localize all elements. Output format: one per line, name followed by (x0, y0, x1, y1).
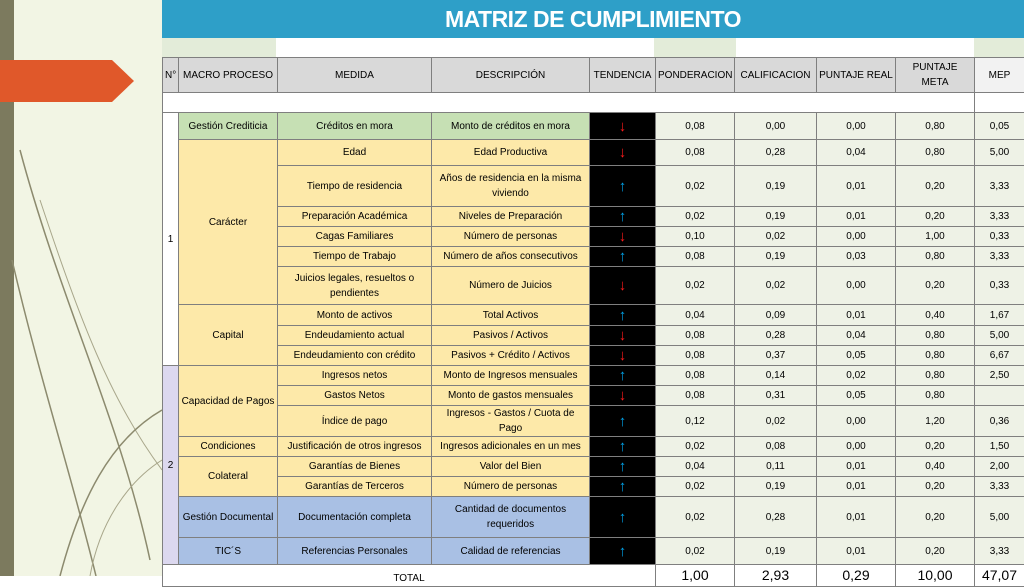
col-header-ponderacion: PONDERACION (656, 58, 735, 93)
medida-cell: Tiempo de residencia (278, 166, 432, 207)
table-row (163, 538, 1024, 565)
puntaje-real-cell: 0,00 (817, 437, 896, 457)
ponderacion-cell: 0,04 (656, 457, 735, 477)
mep-cell: 2,00 (975, 457, 1024, 477)
arrow-up-icon: ↑ (590, 207, 656, 227)
puntaje-meta-cell: 0,20 (896, 437, 975, 457)
ponderacion-cell: 0,10 (656, 227, 735, 247)
puntaje-meta-cell: 0,80 (896, 140, 975, 166)
puntaje-meta-cell: 0,40 (896, 305, 975, 326)
arrow-down-icon: ↓ (590, 386, 656, 406)
total-mep: 47,07 (975, 565, 1024, 587)
descripcion-cell: Pasivos + Crédito / Activos (432, 346, 590, 366)
mep-cell: 5,00 (975, 497, 1024, 538)
medida-cell: Garantías de Terceros (278, 477, 432, 497)
col-header-tendencia: TENDENCIA (590, 58, 656, 93)
col-header-puntaje-real: PUNTAJE REAL (817, 58, 896, 93)
calificacion-cell: 0,00 (735, 113, 817, 140)
arrow-down-icon: ↓ (590, 113, 656, 140)
arrow-up-icon: ↑ (590, 247, 656, 267)
puntaje-real-cell: 0,01 (817, 305, 896, 326)
puntaje-real-cell: 0,04 (817, 326, 896, 346)
ponderacion-cell: 0,08 (656, 346, 735, 366)
puntaje-meta-cell: 0,20 (896, 497, 975, 538)
total-puntaje-meta: 10,00 (896, 565, 975, 587)
ponderacion-cell: 0,02 (656, 437, 735, 457)
ponderacion-cell: 0,02 (656, 207, 735, 227)
puntaje-meta-cell: 0,40 (896, 457, 975, 477)
ponderacion-cell: 0,02 (656, 477, 735, 497)
col-header-number: N° (163, 58, 179, 93)
ponderacion-cell: 0,08 (656, 366, 735, 386)
descripcion-cell: Años de residencia en la misma viviendo (432, 166, 590, 207)
mep-cell: 1,50 (975, 437, 1024, 457)
puntaje-real-cell: 0,01 (817, 477, 896, 497)
puntaje-real-cell: 0,00 (817, 406, 896, 437)
puntaje-meta-cell: 0,20 (896, 477, 975, 497)
arrow-down-icon: ↓ (590, 267, 656, 305)
arrow-down-icon: ↓ (590, 227, 656, 247)
medida-cell: Edad (278, 140, 432, 166)
arrow-up-icon: ↑ (590, 166, 656, 207)
descripcion-cell: Calidad de referencias (432, 538, 590, 565)
mep-cell: 5,00 (975, 140, 1024, 166)
puntaje-real-cell: 0,02 (817, 366, 896, 386)
table-row (163, 166, 1024, 207)
puntaje-meta-cell: 0,80 (896, 326, 975, 346)
arrow-down-icon: ↓ (590, 140, 656, 166)
calificacion-cell: 0,37 (735, 346, 817, 366)
table-row (163, 326, 1024, 346)
header-row (163, 58, 1024, 93)
ponderacion-cell: 0,12 (656, 406, 735, 437)
macro-proceso-cell: Condiciones (179, 437, 278, 457)
arrow-down-icon: ↓ (590, 326, 656, 346)
table-row (163, 346, 1024, 366)
medida-cell: Créditos en mora (278, 113, 432, 140)
table-row (163, 247, 1024, 267)
col-header-calificacion: CALIFICACION (735, 58, 817, 93)
ponderacion-cell: 0,08 (656, 140, 735, 166)
medida-cell: Endeudamiento con crédito (278, 346, 432, 366)
medida-cell: Gastos Netos (278, 386, 432, 406)
mep-cell: 0,33 (975, 267, 1024, 305)
arrow-up-icon: ↑ (590, 406, 656, 437)
puntaje-meta-cell: 0,20 (896, 538, 975, 565)
ponderacion-cell: 0,02 (656, 166, 735, 207)
ponderacion-cell: 0,02 (656, 267, 735, 305)
calificacion-cell: 0,11 (735, 457, 817, 477)
puntaje-meta-cell: 0,20 (896, 166, 975, 207)
puntaje-meta-cell: 0,20 (896, 207, 975, 227)
descripcion-cell: Número de personas (432, 227, 590, 247)
table-row (163, 437, 1024, 457)
ponderacion-cell: 0,08 (656, 386, 735, 406)
table-row (163, 386, 1024, 406)
calificacion-cell: 0,09 (735, 305, 817, 326)
calificacion-cell: 0,19 (735, 166, 817, 207)
table-row (163, 497, 1024, 538)
mep-cell: 3,33 (975, 477, 1024, 497)
ponderacion-cell: 0,08 (656, 113, 735, 140)
macro-proceso-cell: Gestión Crediticia (179, 113, 278, 140)
calificacion-cell: 0,28 (735, 497, 817, 538)
medida-cell: Juicios legales, resueltos o pendientes (278, 267, 432, 305)
compliance-matrix-table (162, 57, 1024, 587)
header-spacer-strip (162, 38, 1024, 57)
descripcion-cell: Número de años consecutivos (432, 247, 590, 267)
descripcion-cell: Ingresos - Gastos / Cuota de Pago (432, 406, 590, 437)
medida-cell: Preparación Académica (278, 207, 432, 227)
table-row (163, 366, 1024, 386)
puntaje-meta-cell: 1,20 (896, 406, 975, 437)
puntaje-meta-cell: 0,20 (896, 267, 975, 305)
mep-cell: 1,67 (975, 305, 1024, 326)
col-header-mep: MEP (975, 58, 1024, 93)
mep-cell: 0,33 (975, 227, 1024, 247)
calificacion-cell: 0,02 (735, 406, 817, 437)
macro-proceso-cell: Capacidad de Pagos (179, 366, 278, 437)
descripcion-cell: Valor del Bien (432, 457, 590, 477)
col-header-medida: MEDIDA (278, 58, 432, 93)
page-title: MATRIZ DE CUMPLIMIENTO (162, 0, 1024, 38)
puntaje-real-cell: 0,05 (817, 346, 896, 366)
descripcion-cell: Número de Juicios (432, 267, 590, 305)
puntaje-meta-cell: 0,80 (896, 346, 975, 366)
arrow-up-icon: ↑ (590, 305, 656, 326)
col-header-macro-proceso: MACRO PROCESO (179, 58, 278, 93)
macro-proceso-cell: Colateral (179, 457, 278, 497)
macro-proceso-cell: Carácter (179, 140, 278, 305)
total-label: TOTAL (163, 565, 656, 587)
descripcion-cell: Número de personas (432, 477, 590, 497)
medida-cell: Tiempo de Trabajo (278, 247, 432, 267)
calificacion-cell: 0,19 (735, 207, 817, 227)
group-number: 2 (163, 366, 179, 565)
puntaje-real-cell: 0,01 (817, 457, 896, 477)
calificacion-cell: 0,31 (735, 386, 817, 406)
puntaje-meta-cell: 1,00 (896, 227, 975, 247)
table-row (163, 305, 1024, 326)
ponderacion-cell: 0,02 (656, 497, 735, 538)
puntaje-real-cell: 0,01 (817, 538, 896, 565)
macro-proceso-cell: Capital (179, 305, 278, 366)
calificacion-cell: 0,14 (735, 366, 817, 386)
col-header-descripcion: DESCRIPCIÓN (432, 58, 590, 93)
calificacion-cell: 0,08 (735, 437, 817, 457)
arrow-up-icon: ↑ (590, 538, 656, 565)
puntaje-real-cell: 0,01 (817, 166, 896, 207)
mep-cell: 3,33 (975, 166, 1024, 207)
mep-cell: 5,00 (975, 326, 1024, 346)
medida-cell: Cagas Familiares (278, 227, 432, 247)
ponderacion-cell: 0,02 (656, 538, 735, 565)
mep-cell: 3,33 (975, 247, 1024, 267)
total-puntaje-real: 0,29 (817, 565, 896, 587)
ponderacion-cell: 0,08 (656, 247, 735, 267)
puntaje-real-cell: 0,01 (817, 207, 896, 227)
arrow-up-icon: ↑ (590, 366, 656, 386)
puntaje-meta-cell: 0,80 (896, 247, 975, 267)
mep-cell: 2,50 (975, 366, 1024, 386)
table-row (163, 267, 1024, 305)
puntaje-real-cell: 0,00 (817, 227, 896, 247)
total-ponderacion: 1,00 (656, 565, 735, 587)
table-row (163, 227, 1024, 247)
medida-cell: Endeudamiento actual (278, 326, 432, 346)
puntaje-real-cell: 0,00 (817, 113, 896, 140)
medida-cell: Referencias Personales (278, 538, 432, 565)
total-calificacion: 2,93 (735, 565, 817, 587)
group-number: 1 (163, 113, 179, 366)
table-row (163, 140, 1024, 166)
mep-cell: 6,67 (975, 346, 1024, 366)
medida-cell: Documentación completa (278, 497, 432, 538)
table-row (163, 207, 1024, 227)
puntaje-real-cell: 0,05 (817, 386, 896, 406)
calificacion-cell: 0,19 (735, 247, 817, 267)
medida-cell: Índice de pago (278, 406, 432, 437)
calificacion-cell: 0,19 (735, 538, 817, 565)
medida-cell: Monto de activos (278, 305, 432, 326)
arrow-up-icon: ↑ (590, 477, 656, 497)
descripcion-cell: Pasivos / Activos (432, 326, 590, 346)
mep-cell: 0,36 (975, 406, 1024, 437)
medida-cell: Garantías de Bienes (278, 457, 432, 477)
descripcion-cell: Ingresos adicionales en un mes (432, 437, 590, 457)
table-row (163, 477, 1024, 497)
arrow-up-icon: ↑ (590, 497, 656, 538)
arrow-down-icon: ↓ (590, 346, 656, 366)
calificacion-cell: 0,02 (735, 227, 817, 247)
calificacion-cell: 0,28 (735, 140, 817, 166)
puntaje-real-cell: 0,00 (817, 267, 896, 305)
descripcion-cell: Monto de Ingresos mensuales (432, 366, 590, 386)
arrow-up-icon: ↑ (590, 437, 656, 457)
macro-proceso-cell: Gestión Documental (179, 497, 278, 538)
mep-cell: 3,33 (975, 207, 1024, 227)
macro-proceso-cell: TIC´S (179, 538, 278, 565)
puntaje-meta-cell: 0,80 (896, 113, 975, 140)
puntaje-meta-cell: 0,80 (896, 366, 975, 386)
mep-cell: 0,05 (975, 113, 1024, 140)
slide-arrow-tab (0, 60, 134, 102)
medida-cell: Justificación de otros ingresos (278, 437, 432, 457)
arrow-up-icon: ↑ (590, 457, 656, 477)
calificacion-cell: 0,19 (735, 477, 817, 497)
ponderacion-cell: 0,04 (656, 305, 735, 326)
descripcion-cell: Total Activos (432, 305, 590, 326)
puntaje-real-cell: 0,01 (817, 497, 896, 538)
descripcion-cell: Niveles de Preparación (432, 207, 590, 227)
puntaje-meta-cell: 0,80 (896, 386, 975, 406)
mep-cell (975, 386, 1024, 406)
descripcion-cell: Cantidad de documentos requeridos (432, 497, 590, 538)
table-row (163, 406, 1024, 437)
puntaje-real-cell: 0,03 (817, 247, 896, 267)
ponderacion-cell: 0,08 (656, 326, 735, 346)
descripcion-cell: Monto de créditos en mora (432, 113, 590, 140)
calificacion-cell: 0,28 (735, 326, 817, 346)
calificacion-cell: 0,02 (735, 267, 817, 305)
descripcion-cell: Monto de gastos mensuales (432, 386, 590, 406)
medida-cell: Ingresos netos (278, 366, 432, 386)
spacer-row (163, 93, 1024, 113)
mep-cell: 3,33 (975, 538, 1024, 565)
col-header-puntaje-meta: PUNTAJE META (896, 58, 975, 93)
descripcion-cell: Edad Productiva (432, 140, 590, 166)
table-row (163, 457, 1024, 477)
puntaje-real-cell: 0,04 (817, 140, 896, 166)
table-row (163, 113, 1024, 140)
